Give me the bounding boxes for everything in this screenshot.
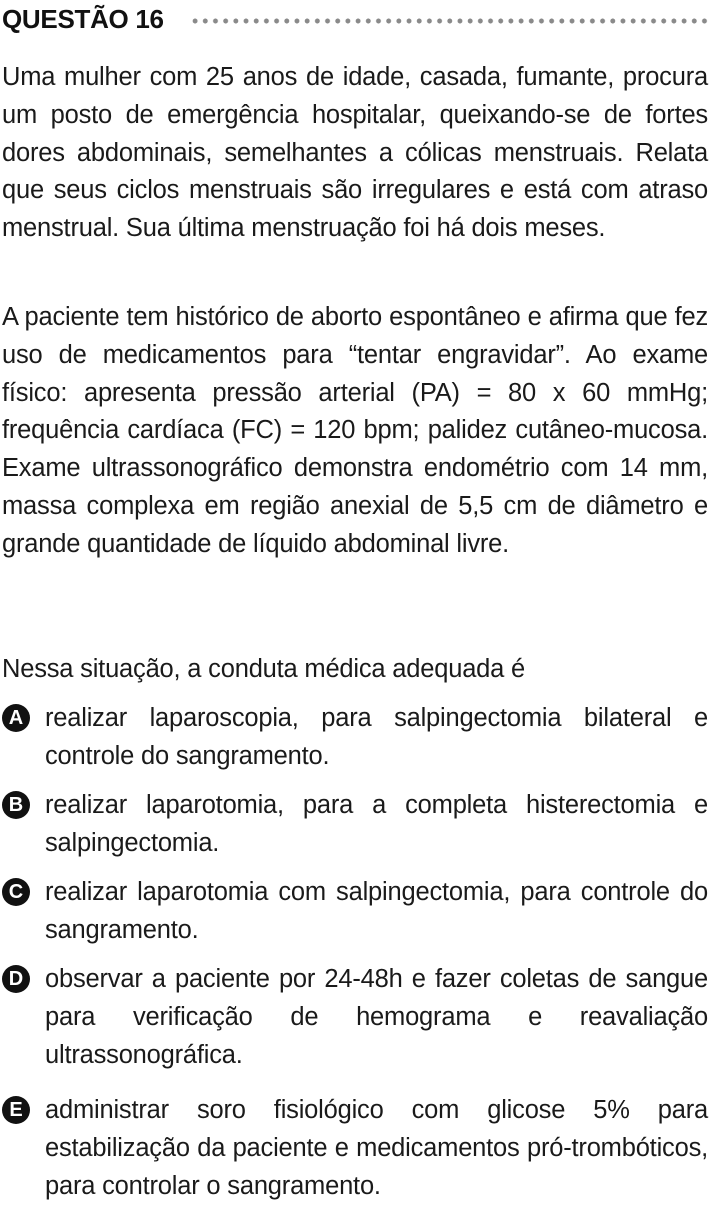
case-paragraph-1: Uma mulher com 25 anos de idade, casada, fumante, procura um posto de emergência hospitalar, queixando-se de fortes dores abdominais, semelhantes a cólicas menstruais. Relata que seus ciclos menstruais são irregulares e está com atraso menstrual. Sua última menstruação foi há dois meses. (2, 63, 708, 243)
option-text: administrar soro fisiológico com glicose 5% para estabilização da paciente e medicamentos pró-trombóticos, para controlar o sangramento. (45, 1096, 708, 1200)
option-e[interactable] (2, 1092, 708, 1205)
option-letter-badge: E (2, 1096, 30, 1124)
case-paragraph-2: A paciente tem histórico de aborto espontâneo e afirma que fez uso de medicamentos para “tentar engravidar”. Ao exame físico: apresenta pressão arterial (PA) = 80 x 60 mmHg; frequência cardíaca (FC) = 120 bpm; palidez cutâneo-mucosa. Exame ultrassonográfico demonstra endométrio com 14 mm, massa complexa em região anexial de 5,5 cm de diâmetro e grande quantidade de líquido abdominal livre. (2, 303, 708, 558)
option-letter-badge: C (2, 878, 30, 906)
option-letter-badge: B (2, 791, 30, 819)
option-a[interactable] (2, 700, 708, 776)
option-d[interactable] (2, 961, 708, 1074)
option-text: realizar laparoscopia, para salpingectomia bilateral e controle do sangramento. (45, 704, 708, 770)
question-prompt: Nessa situação, a conduta médica adequada é (2, 655, 526, 683)
option-c[interactable] (2, 874, 708, 950)
option-text: realizar laparotomia com salpingectomia, para controle do sangramento. (45, 878, 708, 944)
option-text: observar a paciente por 24-48h e fazer coletas de sangue para verificação de hemograma e reavaliação ultrassonográfica. (45, 965, 708, 1069)
option-letter-badge: D (2, 965, 30, 993)
option-b[interactable] (2, 787, 708, 863)
question-header (2, 2, 708, 36)
option-text: realizar laparotomia, para a completa histerectomia e salpingectomia. (45, 791, 708, 857)
option-letter-badge: A (2, 704, 30, 732)
question-title: QUESTÃO 16 (2, 3, 164, 34)
dotted-divider (190, 18, 708, 24)
